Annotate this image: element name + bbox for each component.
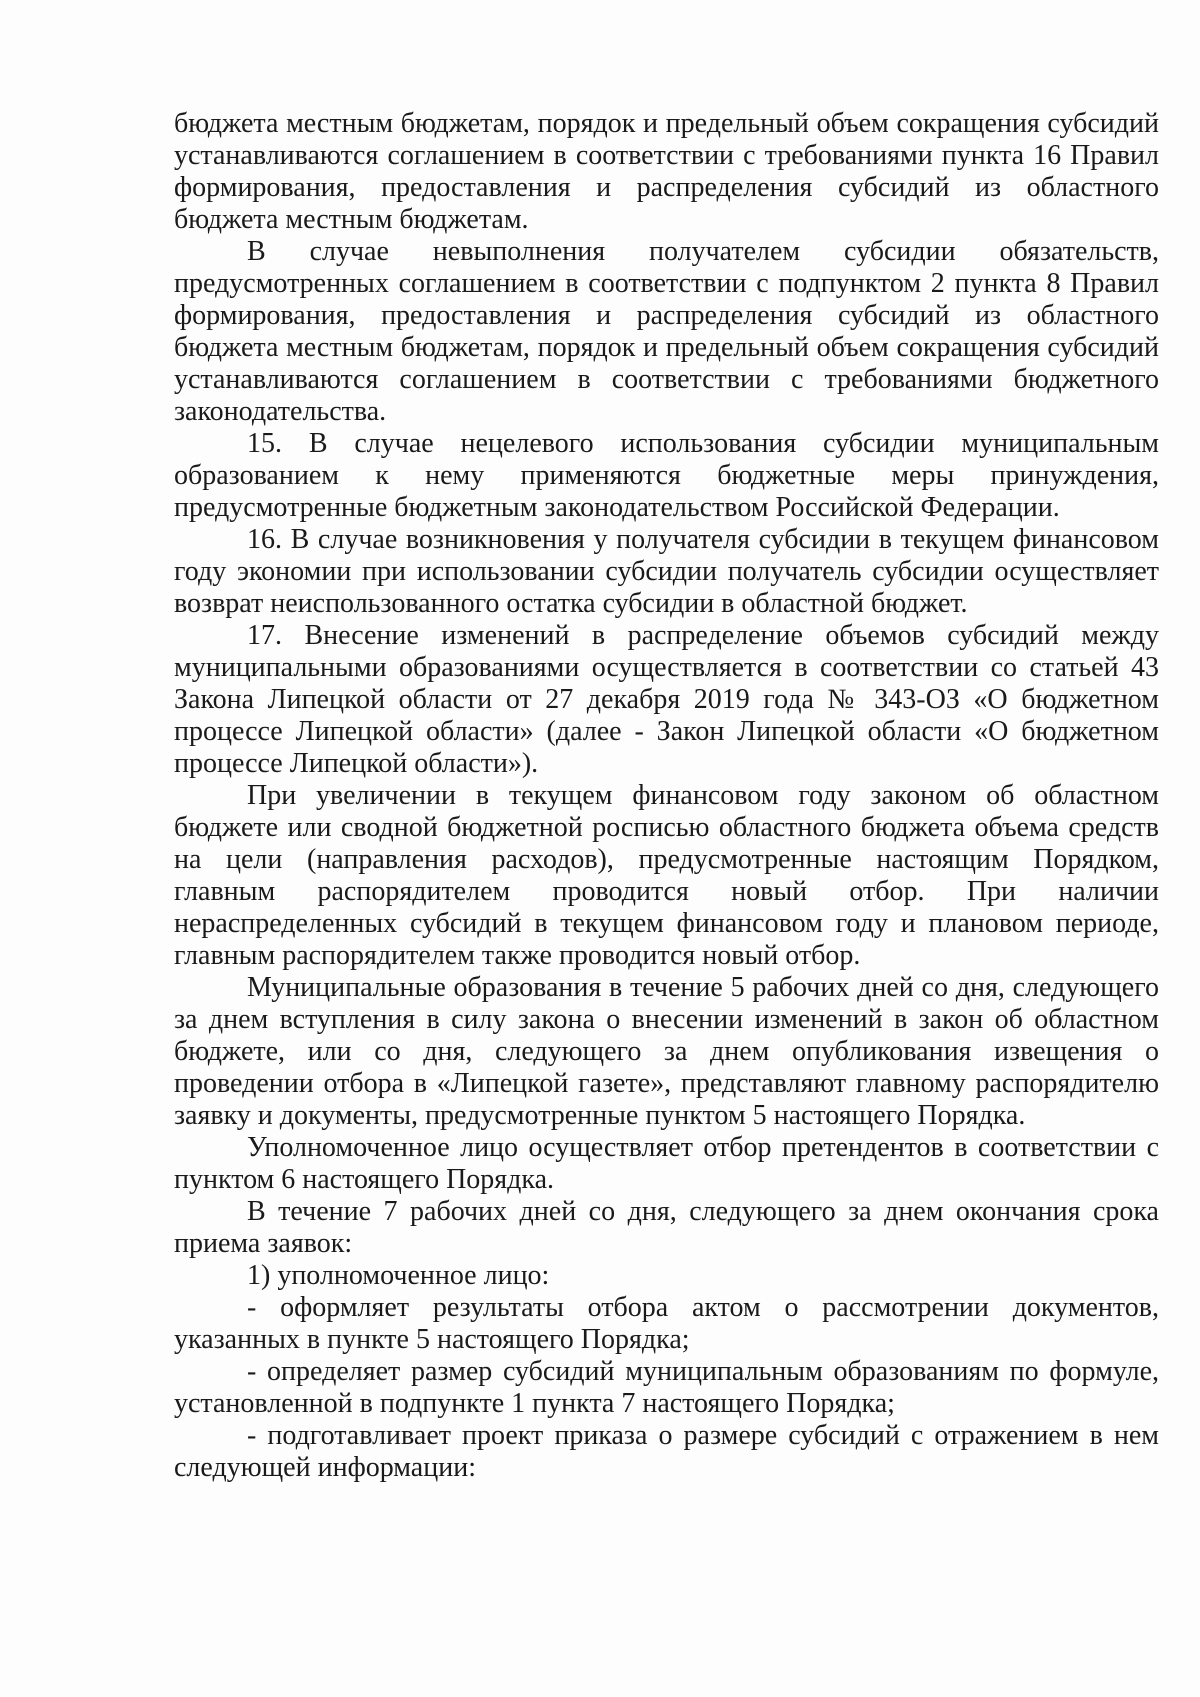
paragraph-subsidy-reduction: В случае невыполнения получателем субсидии обязательств, предусмотренных соглашением в соответствии с подпунктом 2 пункта 8 Правил формирования, предоставления и распределения субсидий из областного бюджета местным бюджетам, порядок и предельный объем сокращения субсидий устанавливаются соглашением в соответствии с требованиями бюджетного законодательства. xyxy=(174,236,1159,427)
list-item-draft-order: - подготавливает проект приказа о размере субсидий с отражением в нем следующей информации: xyxy=(174,1420,1159,1483)
list-item-subsidy-size: - определяет размер субсидий муниципальным образованиям по формуле, установленной в подпункте 1 пункта 7 настоящего Порядка; xyxy=(174,1356,1159,1419)
paragraph-municipal-application: Муниципальные образования в течение 5 рабочих дней со дня, следующего за днем вступления в силу закона о внесении изменений в закон об областном бюджете, или со дня, следующего за днем опубликования извещения о проведении отбора в «Липецкой газете», представляют главному распорядителю заявку и документы, предусмотренные пунктом 5 настоящего Порядка. xyxy=(174,972,1159,1131)
paragraph-16: 16. В случае возникновения у получателя субсидии в текущем финансовом году экономии при использовании субсидии получатель субсидии осуществляет возврат неиспользованного остатка субсидии в областной бюджет. xyxy=(174,524,1159,619)
list-item-act: - оформляет результаты отбора актом о рассмотрении документов, указанных в пункте 5 настоящего Порядка; xyxy=(174,1292,1159,1355)
paragraph-15: 15. В случае нецелевого использования субсидии муниципальным образованием к нему применяются бюджетные меры принуждения, предусмотренные бюджетным законодательством Российской Федерации. xyxy=(174,428,1159,523)
paragraph-17: 17. Внесение изменений в распределение объемов субсидий между муниципальными образованиями осуществляется в соответствии со статьей 43 Закона Липецкой области от 27 декабря 2019 года № 343-ОЗ «О бюджетном процессе Липецкой области» (далее - Закон Липецкой области «О бюджетном процессе Липецкой области»). xyxy=(174,620,1159,779)
paragraph-seven-days: В течение 7 рабочих дней со дня, следующего за днем окончания срока приема заявок: xyxy=(174,1196,1159,1259)
document-body xyxy=(174,108,1159,1484)
paragraph-budget-increase: При увеличении в текущем финансовом году законом об областном бюджете или сводной бюджетной росписью областного бюджета объема средств на цели (направления расходов), предусмотренные настоящим Порядком, главным распорядителем проводится новый отбор. При наличии нераспределенных субсидий в текущем финансовом году и плановом периоде, главным распорядителем также проводится новый отбор. xyxy=(174,780,1159,971)
list-item-authorized-person: 1) уполномоченное лицо: xyxy=(247,1260,550,1291)
paragraph-continuation: бюджета местным бюджетам, порядок и предельный объем сокращения субсидий устанавливаются соглашением в соответствии с требованиями пункта 16 Правил формирования, предоставления и распределения субсидий из областного бюджета местным бюджетам. xyxy=(174,108,1159,235)
paragraph-authorized-selection: Уполномоченное лицо осуществляет отбор претендентов в соответствии с пунктом 6 настоящего Порядка. xyxy=(174,1132,1159,1195)
